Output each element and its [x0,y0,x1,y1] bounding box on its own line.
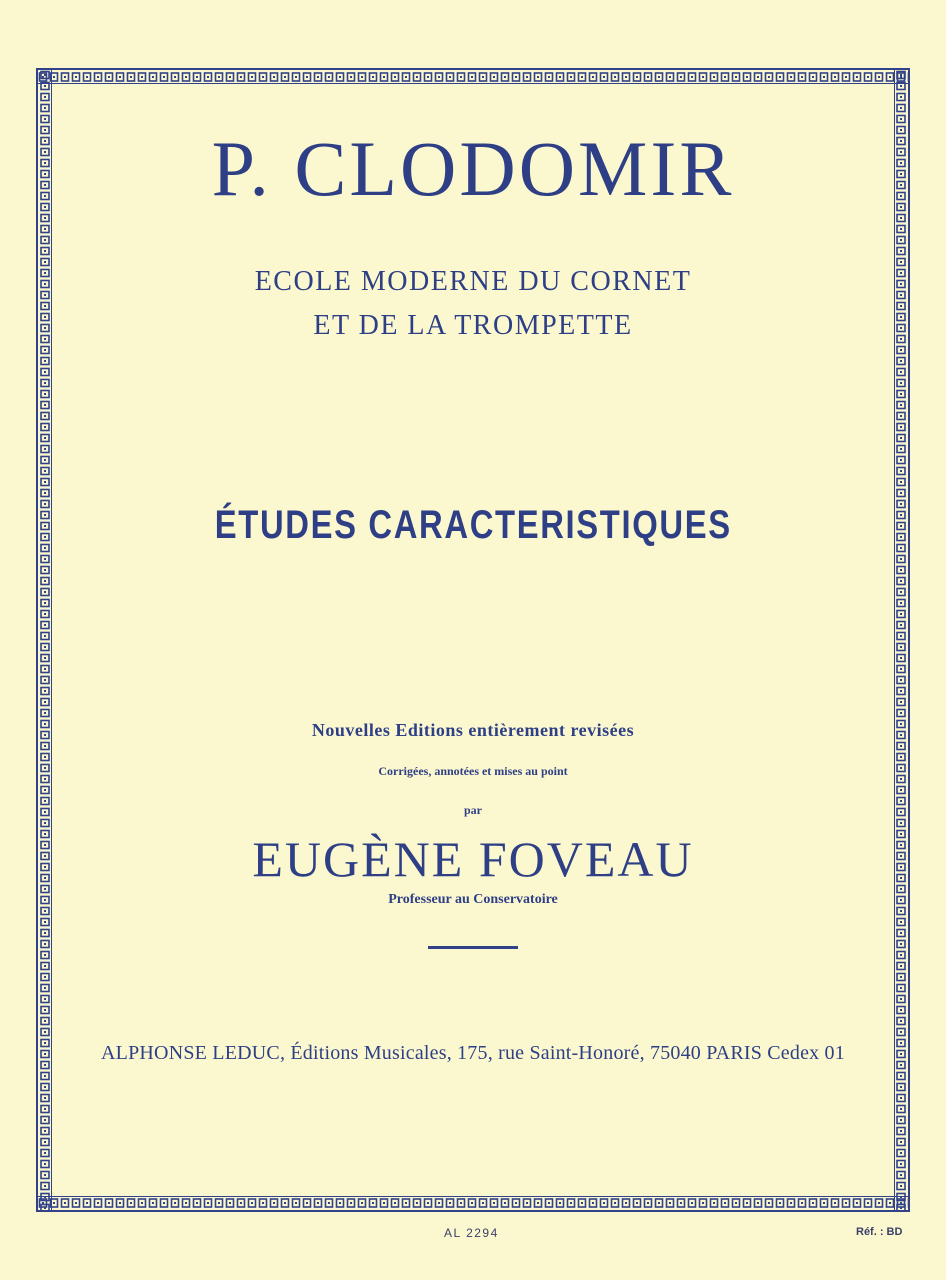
divider-rule [428,946,518,949]
composer-name: P. CLODOMIR [211,125,735,212]
edition-subnote: Corrigées, annotées et mises au point [378,764,568,778]
reference-code: Réf. : BD [856,1226,903,1238]
border-bottom [38,1196,908,1210]
series-title-line-2: ET DE LA TROMPETTE [313,310,633,341]
series-title-line-1: ECOLE MODERNE DU CORNET [254,266,692,297]
publisher-line: ALPHONSE LEDUC, Éditions Musicales, 175, rue Saint-Honoré, 75040 PARIS Cedex 01 [101,1042,845,1064]
edition-note: Nouvelles Editions entièrement revisées [311,720,635,740]
border-right [894,70,908,1210]
catalog-number: AL 2294 [444,1226,499,1240]
by-label: par [464,803,482,817]
decorative-border [36,68,910,1212]
border-left [38,70,52,1210]
work-title-text: ÉTUDES CARACTERISTIQUES [214,503,732,547]
editor-name: EUGÈNE FOVEAU [252,831,694,887]
editor-role: Professeur au Conservatoire [388,892,558,907]
work-title [0,505,946,545]
border-top [38,70,908,84]
